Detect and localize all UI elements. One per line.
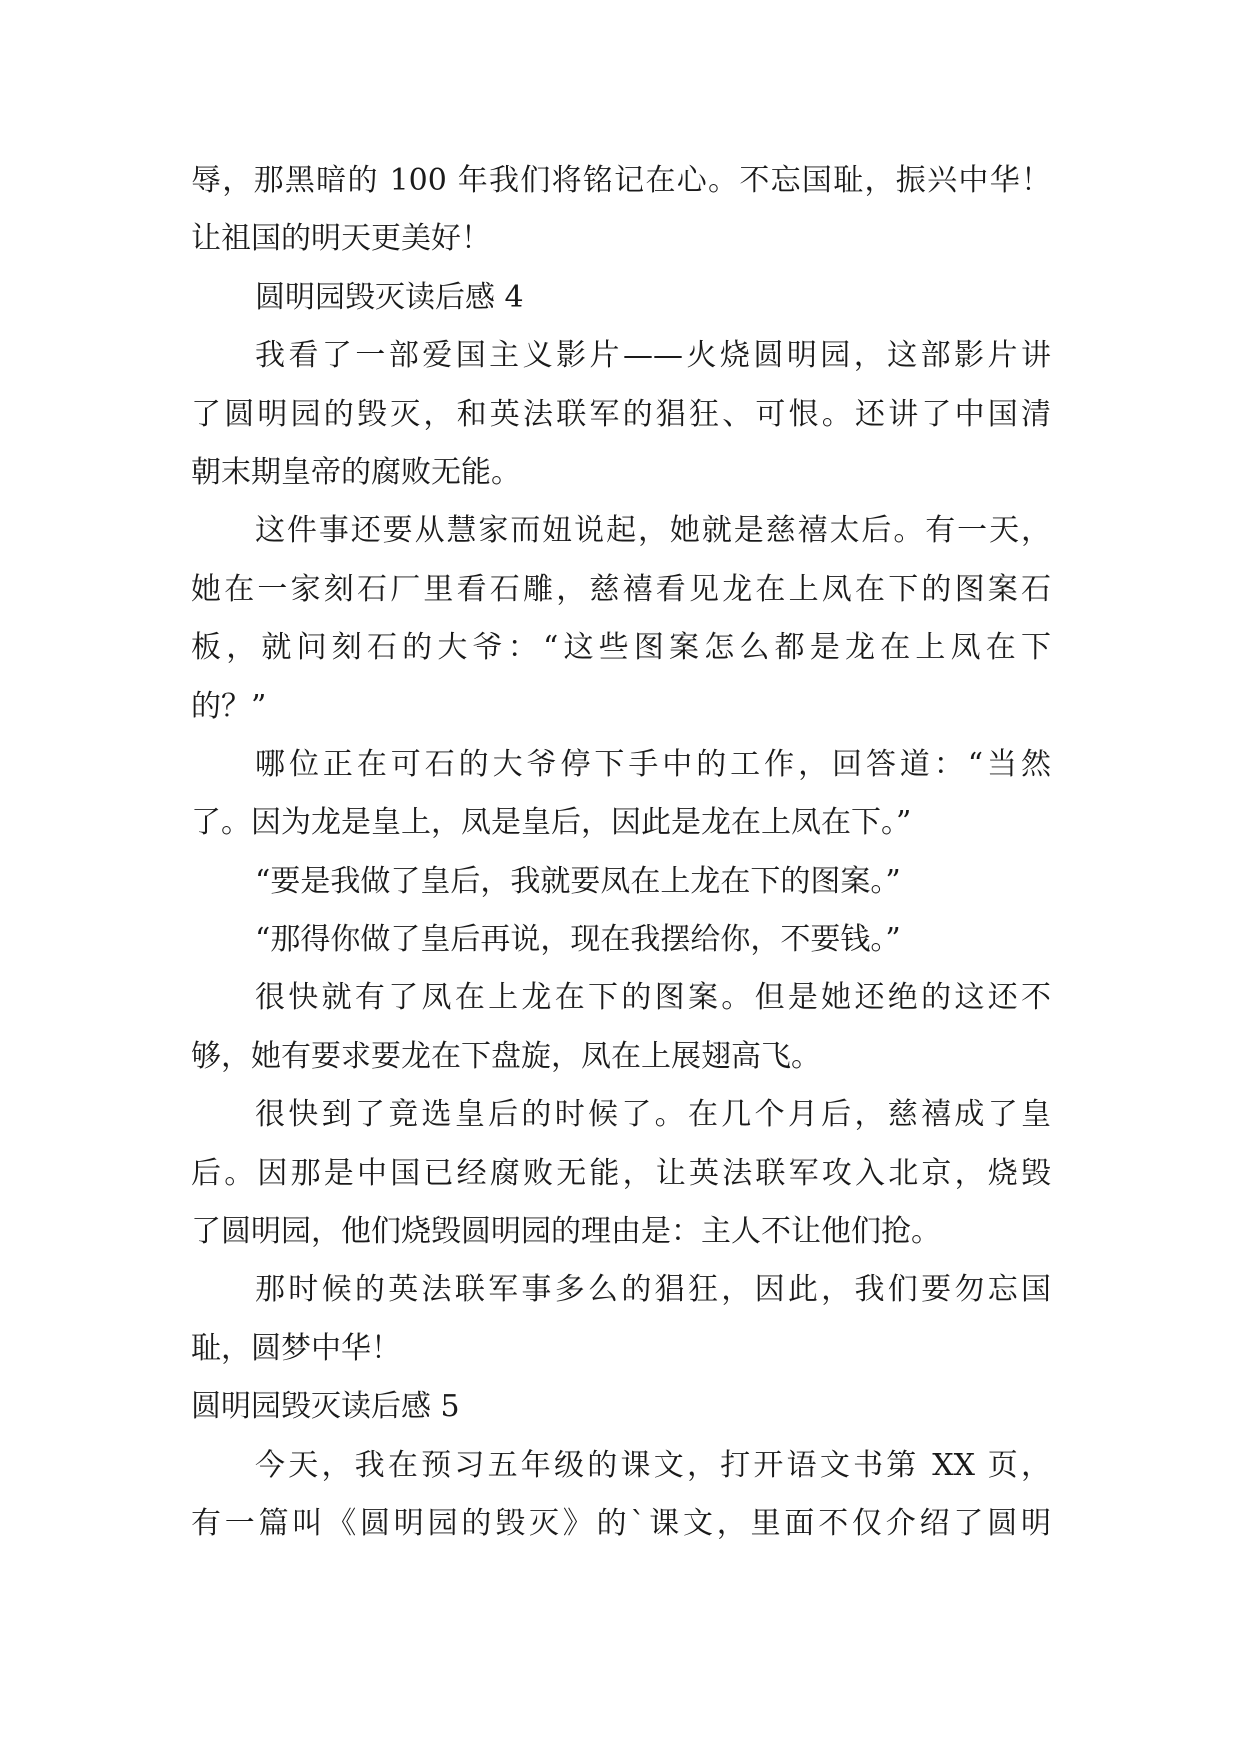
paragraph-line: 辱，那黑暗的 100 年我们将铭记在心。不忘国耻，振兴中华！ — [191, 163, 1051, 198]
paragraph-line: 够，她有要求要龙在下盘旋，凤在上展翅高飞。 — [191, 1038, 821, 1074]
paragraph-line: 了圆明园，他们烧毁圆明园的理由是：主人不让他们抢。 — [191, 1214, 941, 1250]
paragraph-line: 板，就问刻石的大爷：“这些图案怎么都是龙在上凤在下 — [191, 630, 1051, 666]
paragraph-line: 哪位正在可石的大爷停下手中的工作，回答道：“当然 — [255, 746, 1051, 782]
paragraph-line: 今天，我在预习五年级的课文，打开语文书第 XX 页， — [255, 1447, 1051, 1483]
paragraph-line: 她在一家刻石厂里看石雕，慈禧看见龙在上凤在下的图案石 — [191, 571, 1051, 607]
section-heading: 圆明园毁灭读后感 5 — [191, 1389, 460, 1425]
section-heading: 圆明园毁灭读后感 4 — [255, 279, 524, 315]
paragraph-line: 了。因为龙是皇上，凤是皇后，因此是龙在上凤在下。” — [191, 805, 912, 841]
paragraph-line: 的？” — [191, 688, 267, 724]
paragraph-line: “那得你做了皇后再说，现在我摆给你，不要钱。” — [255, 922, 901, 958]
document-body — [191, 152, 1051, 1553]
paragraph-line: “要是我做了皇后，我就要凤在上龙在下的图案。” — [255, 863, 901, 899]
paragraph-line: 我看了一部爱国主义影片——火烧圆明园，这部影片讲 — [255, 338, 1051, 374]
paragraph-line: 很快到了竟选皇后的时候了。在几个月后，慈禧成了皇 — [255, 1097, 1051, 1133]
paragraph-line: 耻，圆梦中华！ — [191, 1330, 401, 1366]
paragraph-line: 那时候的英法联军事多么的猖狂，因此，我们要勿忘国 — [255, 1272, 1051, 1308]
paragraph-line: 后。因那是中国已经腐败无能，让英法联军攻入北京，烧毁 — [191, 1155, 1051, 1191]
paragraph-line: 让祖国的明天更美好！ — [191, 221, 491, 257]
paragraph-line: 朝末期皇帝的腐败无能。 — [191, 454, 521, 490]
paragraph-line: 很快就有了凤在上龙在下的图案。但是她还绝的这还不 — [255, 980, 1051, 1016]
paragraph-line: 这件事还要从慧家而妞说起，她就是慈禧太后。有一天， — [255, 513, 1051, 549]
paragraph-line: 了圆明园的毁灭，和英法联军的猖狂、可恨。还讲了中国清 — [191, 396, 1051, 432]
paragraph-line: 有一篇叫《圆明园的毁灭》的`课文，里面不仅介绍了圆明 — [191, 1505, 1051, 1541]
